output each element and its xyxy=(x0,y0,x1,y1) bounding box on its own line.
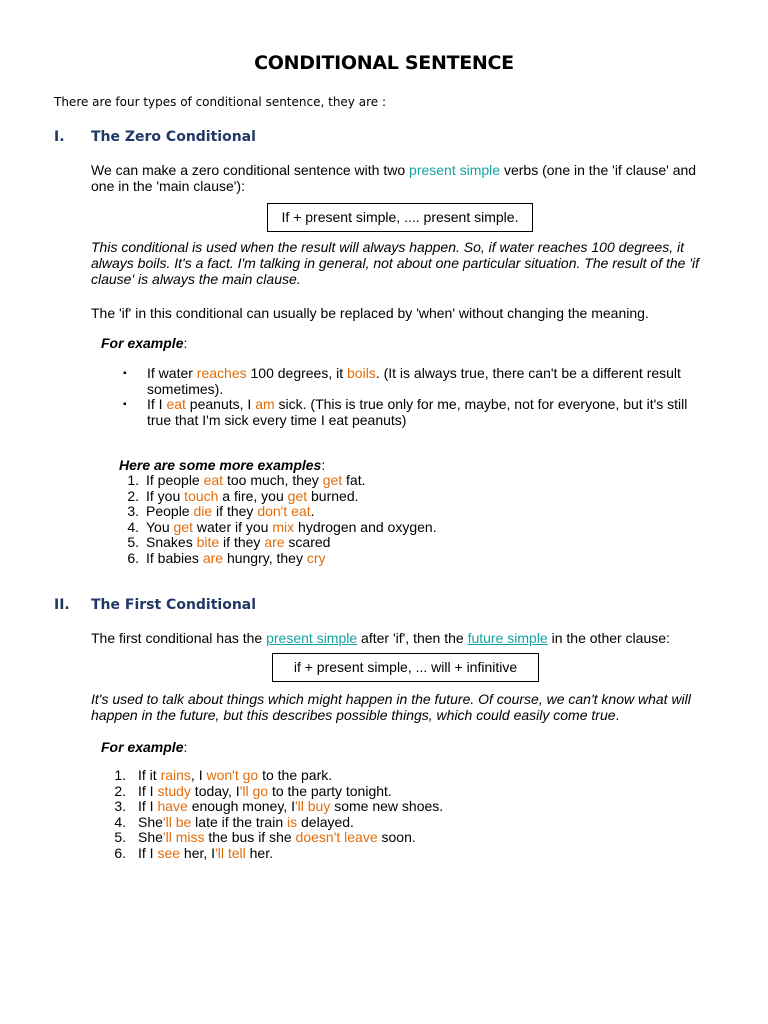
for-example-label-1: For example: xyxy=(101,335,188,351)
section-2-title: The First Conditional xyxy=(91,597,257,613)
more-examples-list xyxy=(119,473,719,566)
section-2-number: II. xyxy=(54,597,70,613)
formula-box-first: if + present simple, ... will + infinitive xyxy=(272,653,539,682)
list-item: 1. If people eat too much, they get fat. xyxy=(127,472,366,488)
formula-box-zero: If + present simple, .... present simple. xyxy=(267,203,533,232)
for-example-label-2: For example: xyxy=(101,739,188,755)
list-item: 4. You get water if you mix hydrogen and oxygen. xyxy=(127,518,437,535)
section-1-title: The Zero Conditional xyxy=(91,129,256,145)
list-item: 1. If it rains, I won't go to the park. xyxy=(114,767,333,783)
section-1-number: I. xyxy=(54,129,65,145)
zero-example-bullets xyxy=(121,366,711,428)
bullet-icon: ▪ xyxy=(123,399,127,410)
present-simple-highlight: present simple xyxy=(409,162,501,178)
zero-conditional-usage-note: This conditional is used when the result will always happen. So, if water reaches 100 degrees, it always boils. It's a fact. I'm talking in general, not about one particular situation. The result of the 'if clause' is always the main clause. xyxy=(91,239,700,287)
intro-text: There are four types of conditional sentence, they are : xyxy=(54,95,386,109)
list-item: 4. She'll be late if the train is delayed. xyxy=(114,813,354,830)
section-2-description: The first conditional has the present simple after 'if', then the future simple in the other clause: xyxy=(91,630,670,646)
when-replacement-note: The 'if' in this conditional can usually be replaced by 'when' without changing the meaning. xyxy=(91,305,649,321)
list-item: 5. She'll miss the bus if she doesn't leave soon. xyxy=(114,829,416,845)
future-simple-link[interactable]: future simple xyxy=(467,630,548,646)
first-conditional-usage-note: It's used to talk about things which might happen in the future. Of course, we can't know what will happen in the future, but this describes possible things, which could easily come true. xyxy=(91,691,691,723)
list-item: 5. Snakes bite if they are scared xyxy=(127,534,331,550)
list-item: 2. If you touch a fire, you get burned. xyxy=(127,487,359,504)
list-item: 6. If I see her, I'll tell her. xyxy=(114,844,273,861)
list-item: ▪ If water reaches 100 degrees, it boils. (It is always true, there can't be a different result sometimes). xyxy=(123,365,681,397)
list-item: 2. If I study today, I'll go to the party tonight. xyxy=(114,782,392,799)
section-1-description: We can make a zero conditional sentence with two present simple verbs (one in the 'if clause' and one in the 'main clause'): xyxy=(91,162,697,194)
list-item: 3. People die if they don't eat. xyxy=(127,503,315,519)
list-item: ▪ If I eat peanuts, I am sick. (This is true only for me, maybe, not for everyone, but it's still true that I'm sick every time I eat peanuts) xyxy=(123,396,688,428)
bullet-icon: ▪ xyxy=(123,368,127,379)
list-item: 3. If I have enough money, I'll buy some new shoes. xyxy=(114,798,444,814)
page-title: CONDITIONAL SENTENCE xyxy=(254,52,514,74)
first-examples-list xyxy=(111,768,711,861)
list-item: 6. If babies are hungry, they cry xyxy=(127,549,326,566)
more-examples-label: Here are some more examples: xyxy=(119,457,326,473)
present-simple-link[interactable]: present simple xyxy=(266,630,358,646)
